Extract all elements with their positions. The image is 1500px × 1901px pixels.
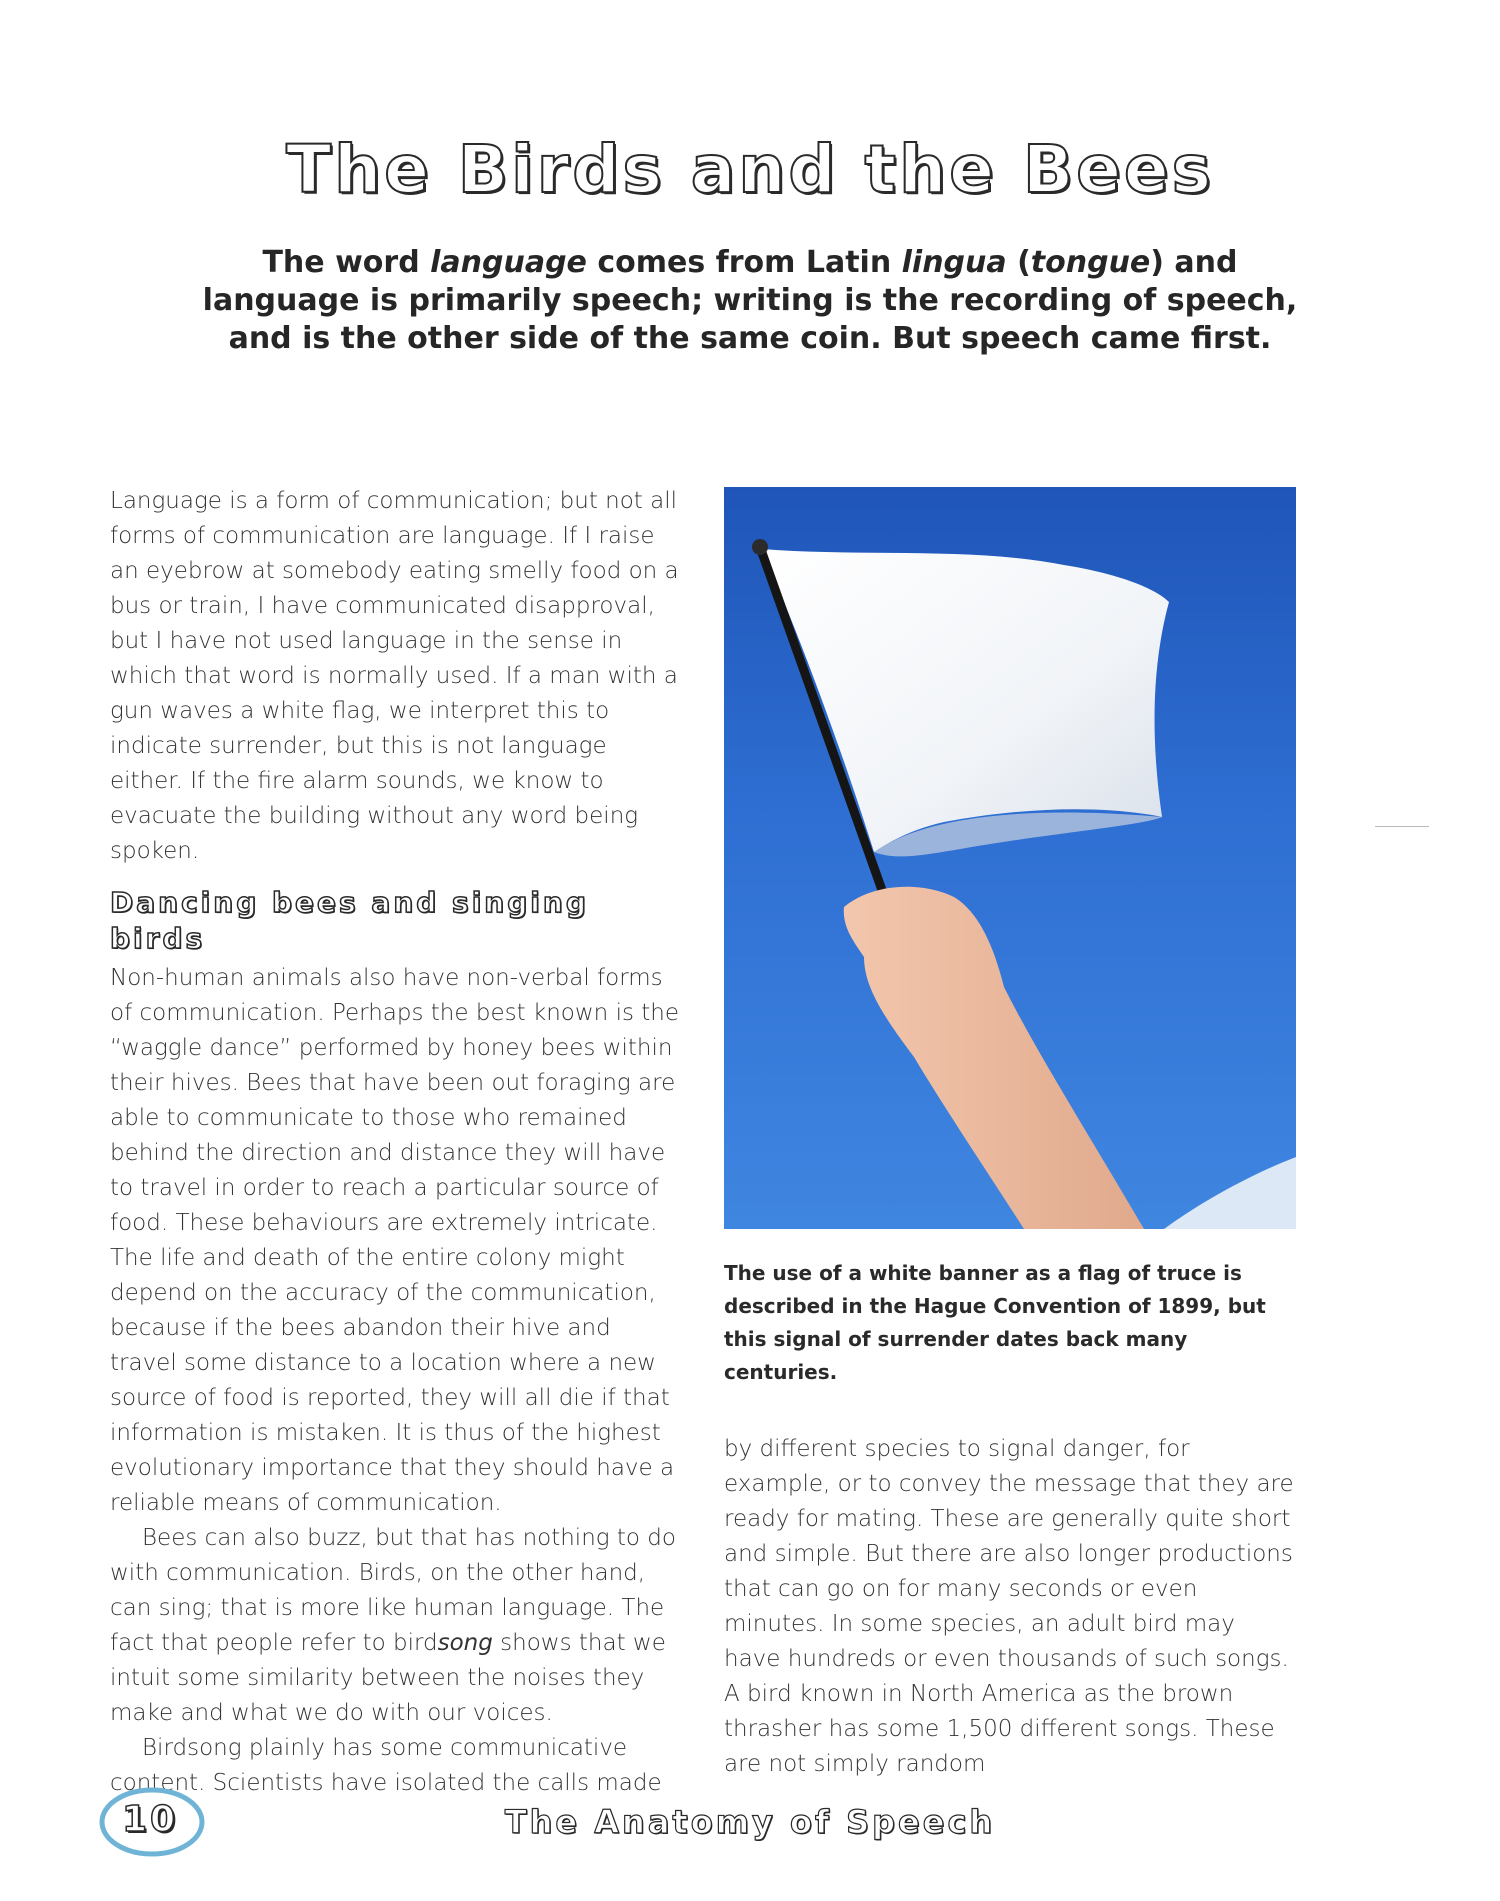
sleeve (1164, 1157, 1296, 1229)
body-paragraph-1: Language is a form of communication; but not all forms of communication are language. If I raise an eyebrow at somebody eating smelly food on a bus or train, I have communicated disapproval, but I have not used language in the sense in which that word is normally used. If a man with a gun waves a white flag, we interpret this to indicate surrender, but this is not language either. If the fire alarm sounds, we know to evacuate the building without any word being spoken. (110, 488, 679, 864)
running-footer-title: The Anatomy of Speech (504, 1803, 996, 1841)
intro-text-2: comes from Latin (586, 245, 902, 280)
flag-cloth (762, 549, 1169, 852)
white-flag-photo (724, 487, 1296, 1229)
left-column (110, 484, 680, 1801)
intro-text-4: ) and language is primarily speech; writing is the recording of speech, and is the other side of the same coin. But speech came first. (202, 245, 1298, 356)
para3-text-b: shows that we intuit some similarity between the noises they make and what we do with our voices. (110, 1630, 666, 1726)
flag-pole-finial (752, 539, 768, 555)
photo-caption: The use of a white banner as a flag of truce is described in the Hague Convention of 1899, but this signal of surrender dates back many centuries. (724, 1261, 1266, 1384)
page-title: The Birds and the Bees (286, 131, 1214, 208)
intro-em-lingua: lingua (901, 245, 1007, 280)
intro-text-3: ( (1006, 245, 1031, 280)
body-paragraph-4: Birdsong plainly has some communicative content. Scientists have isolated the calls made (110, 1735, 662, 1796)
raised-arm (844, 887, 1144, 1229)
right-body-paragraph: by different species to signal danger, for example, or to convey the message that they are ready for mating. These are generally quite short and simple. But there are also longer productions that can go on for many seconds or even minutes. In some species, an adult bird may have hundreds or even thousands of such songs. A bird known in North America as the brown thrasher has some 1,500 different songs. These are not simply random (724, 1436, 1294, 1777)
section-subheading: Dancing bees and singing birds (110, 886, 589, 955)
para3-em-song: song (437, 1630, 493, 1656)
intro-text-1: The word (262, 245, 431, 280)
para3-text-a: Bees can also buzz, but that has nothing to do with communication. Birds, on the other hand, can sing; that is more like human language. The fact that people refer to bird (110, 1525, 676, 1656)
intro-paragraph (180, 244, 1320, 358)
white-flag-illustration (724, 487, 1296, 1229)
decorative-dash (1375, 826, 1429, 827)
right-column (724, 1432, 1296, 1782)
intro-em-language: language (430, 245, 587, 280)
intro-em-tongue: tongue (1030, 245, 1151, 280)
page-number: 10 (121, 1799, 179, 1840)
body-paragraph-2: Non-human animals also have non-verbal forms of communication. Perhaps the best known is the “waggle dance” performed by honey bees within their hives. Bees that have been out foraging are able to communicate to those who remained behind the direction and distance they will have to travel in order to reach a particular source of food. These behaviours are extremely intricate. The life and death of the entire colony might depend on the accuracy of the communication, because if the bees abandon their hive and travel some distance to a location where a new source of food is reported, they will all die if that information is mistaken. It is thus of the highest evolutionary importance that they should have a reliable means of communication. (110, 965, 680, 1516)
body-paragraph-3 (110, 1521, 680, 1731)
